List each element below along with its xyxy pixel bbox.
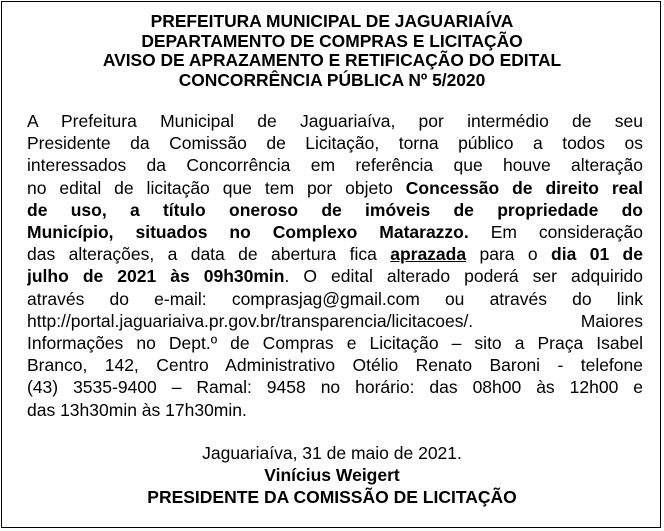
place-and-date: Jaguariaíva, 31 de maio de 2021. bbox=[202, 443, 462, 463]
body-line bbox=[27, 243, 643, 265]
notice-body bbox=[27, 110, 643, 421]
body-line: Branco, 142, Centro Administrativo Otélio Renato Baroni - telefone bbox=[27, 355, 643, 376]
contact-email: comprasjag@gmail.com bbox=[231, 288, 420, 309]
body-line: das 13h30min às 17h30min. bbox=[27, 399, 247, 420]
body-text-segment: Em consideração bbox=[468, 222, 643, 243]
opening-date-start: dia 01 de bbox=[551, 244, 643, 265]
public-notice bbox=[1, 1, 661, 528]
object-description-start: Concessão de direito real bbox=[405, 177, 643, 198]
transparency-link: http://portal.jaguariaiva.pr.gov.br/transparencia/licitacoes/. bbox=[27, 310, 474, 331]
process-number: CONCORRÊNCIA PÚBLICA Nº 5/2020 bbox=[178, 70, 486, 91]
body-line: (43) 3535-9400 – Ramal: 9458 no horário: das 08h00 às 12h00 e bbox=[27, 377, 643, 398]
body-text-segment: para o bbox=[466, 244, 552, 265]
body-line: A Prefeitura Municipal de Jaguariaíva, por intermédio de seu bbox=[27, 111, 643, 131]
body-text-segment: através do e-mail: bbox=[27, 288, 232, 309]
body-text-segment: das alterações, a data de abertura fica bbox=[27, 244, 391, 265]
rescheduled-keyword: aprazada bbox=[390, 244, 467, 265]
municipality-title: PREFEITURA MUNICIPAL DE JAGUARIAÍVA bbox=[150, 11, 514, 31]
body-line bbox=[27, 265, 643, 287]
body-text-segment: no edital de licitação que tem por objeto bbox=[27, 177, 406, 198]
body-text-segment: Maiores bbox=[580, 310, 643, 331]
notice-title: AVISO DE APRAZAMENTO E RETIFICAÇÃO DO EDITAL bbox=[102, 50, 562, 71]
body-text-segment: ou através do link bbox=[419, 288, 643, 309]
body-text-segment: . O edital alterado poderá ser adquirido bbox=[284, 266, 643, 287]
body-line: interessados da Concorrência em referência que houve alteração bbox=[27, 155, 643, 176]
notice-closing bbox=[2, 442, 662, 509]
object-description-end: Município, situados no Complexo Matarazzo. bbox=[27, 222, 469, 243]
notice-header bbox=[2, 12, 662, 91]
body-line bbox=[27, 288, 643, 310]
body-line: Presidente da Comissão de Licitação, torna público a todos os bbox=[27, 133, 643, 154]
body-line bbox=[27, 177, 643, 199]
body-line bbox=[27, 221, 643, 243]
opening-date-end: julho de 2021 às 09h30min bbox=[27, 266, 285, 287]
object-description: de uso, a título oneroso de imóveis de propriedade do bbox=[27, 199, 643, 220]
signer-name: Vinícius Weigert bbox=[264, 465, 400, 486]
department-title: DEPARTAMENTO DE COMPRAS E LICITAÇÃO bbox=[141, 30, 523, 51]
body-line bbox=[27, 310, 643, 332]
signer-title: PRESIDENTE DA COMISSÃO DE LICITAÇÃO bbox=[147, 487, 517, 508]
body-line: Informações no Dept.º de Compras e Licitação – sito a Praça Isabel bbox=[27, 333, 643, 354]
